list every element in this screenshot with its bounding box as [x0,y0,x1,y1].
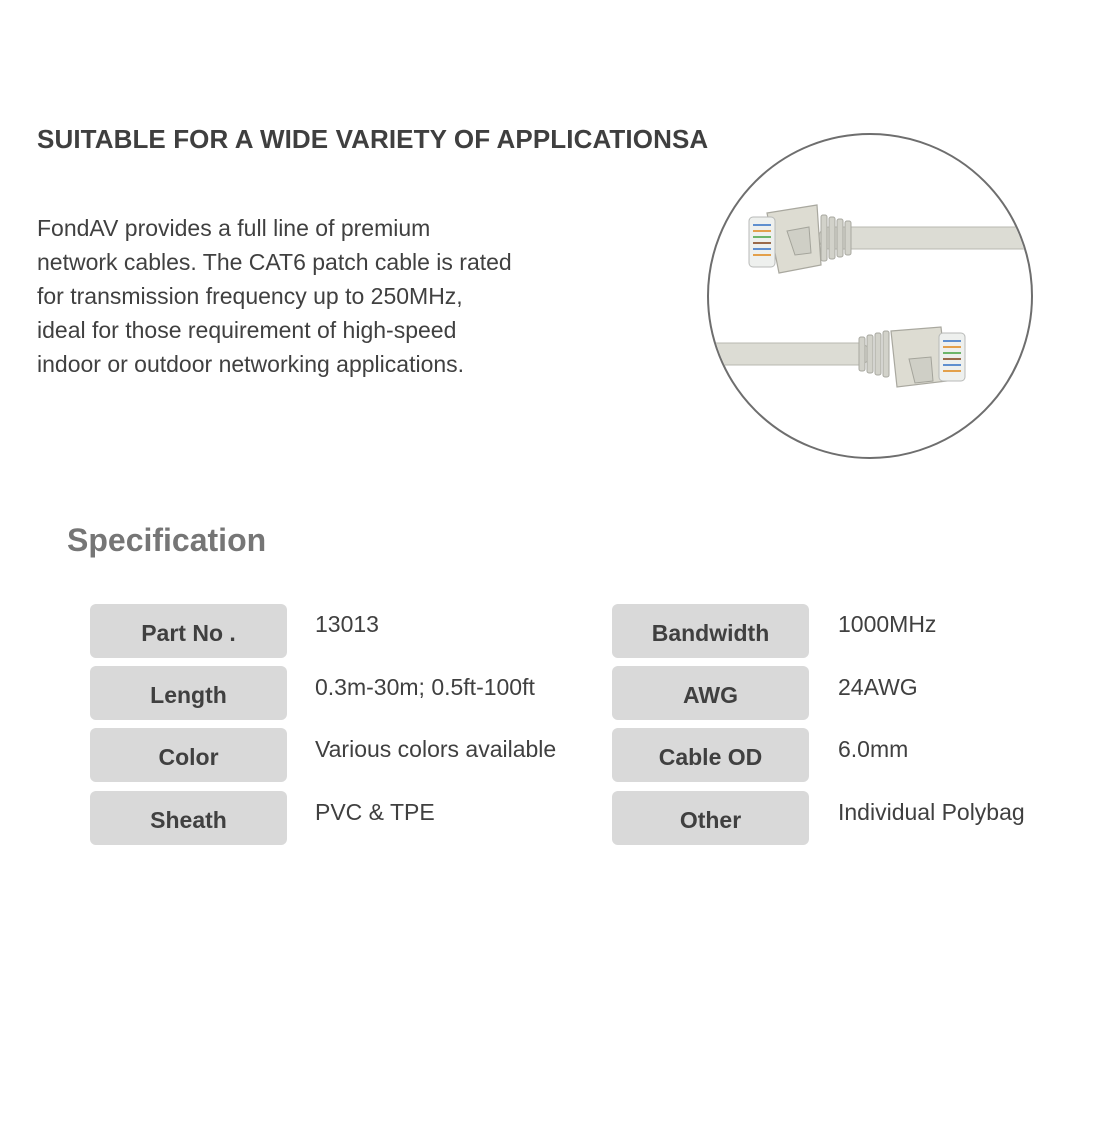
spec-value-color: Various colors available [315,736,557,762]
spec-label-color: Color [90,728,287,782]
ethernet-cable-icon [709,135,1031,457]
intro-line: ideal for those requirement of high-speed [37,317,457,343]
spec-label-part-no: Part No . [90,604,287,658]
spec-value-awg: 24AWG [838,674,918,700]
intro-paragraph [37,211,577,381]
spec-label-bandwidth: Bandwidth [612,604,809,658]
product-image [707,133,1033,459]
intro-line: network cables. The CAT6 patch cable is rated [37,249,512,275]
spec-label-other: Other [612,791,809,845]
spec-value-sheath: PVC & TPE [315,799,435,825]
intro-line: indoor or outdoor networking applications. [37,351,465,377]
intro-line: for transmission frequency up to 250MHz, [37,283,463,309]
spec-value-length: 0.3m-30m; 0.5ft-100ft [315,674,535,700]
spec-label-awg: AWG [612,666,809,720]
intro-line: FondAV provides a full line of premium [37,215,431,241]
spec-value-other: Individual Polybag [838,799,1025,825]
spec-value-cable-od: 6.0mm [838,736,909,762]
spec-label-length: Length [90,666,287,720]
spec-label-sheath: Sheath [90,791,287,845]
upper-cable [749,205,1031,273]
spec-value-bandwidth: 1000MHz [838,611,937,637]
spec-label-cable-od: Cable OD [612,728,809,782]
lower-cable [709,327,965,387]
specification-title: Specification [67,522,267,558]
spec-value-part-no: 13013 [315,611,379,637]
page-headline: SUITABLE FOR A WIDE VARIETY OF APPLICATIONSA [37,124,709,154]
